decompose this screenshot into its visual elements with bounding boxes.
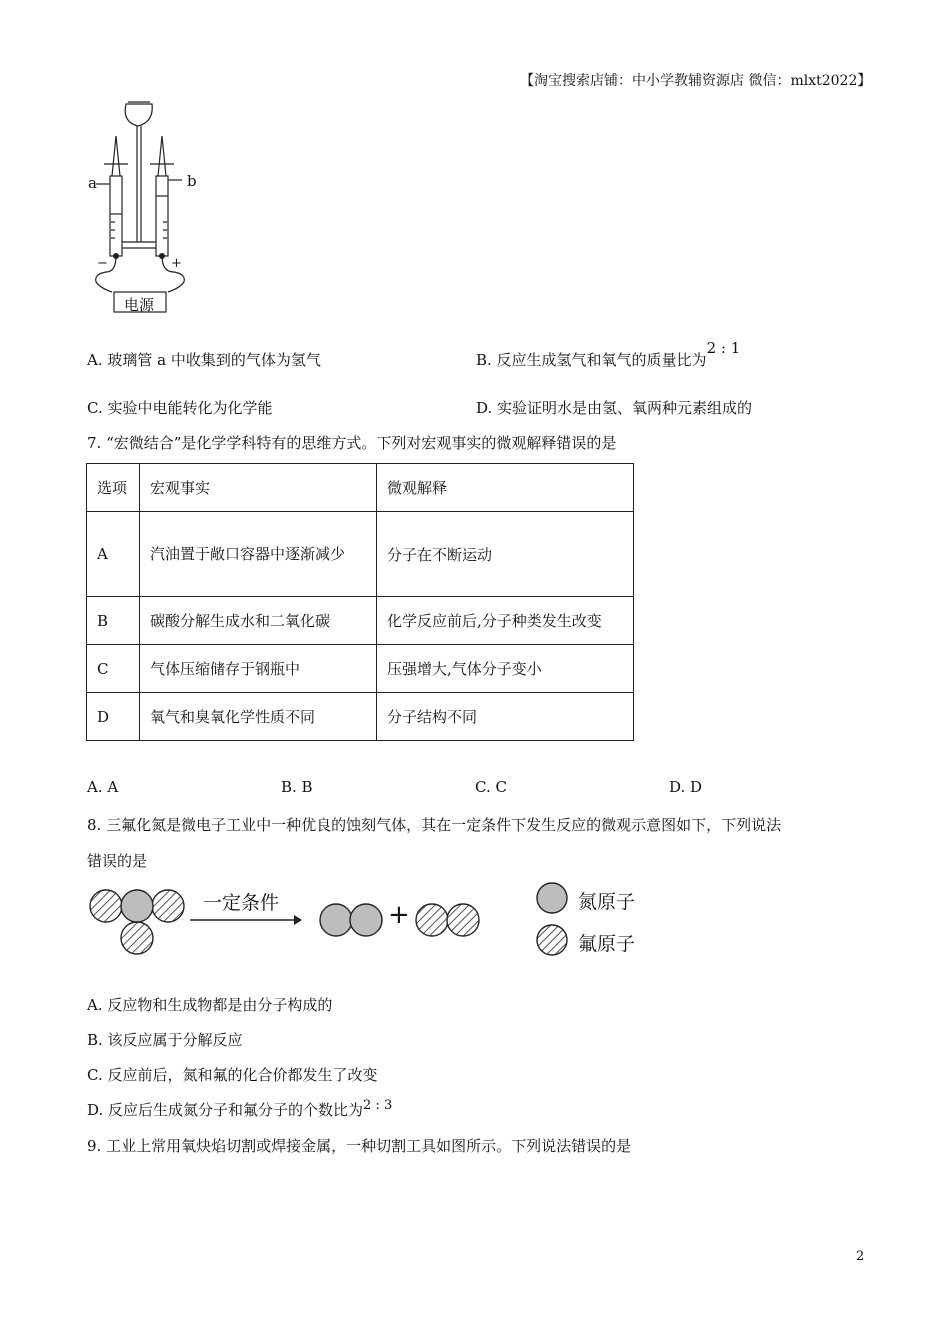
table-cell: 分子在不断运动 <box>377 512 634 597</box>
page-number: 2 <box>856 1249 865 1264</box>
table-header-row <box>87 464 634 512</box>
power-source-label: 电源 <box>124 296 155 314</box>
fluorine-atom <box>447 904 479 936</box>
legend-nitrogen-label: 氮原子 <box>578 891 636 913</box>
q7-option-a: A. A <box>87 778 119 796</box>
plus-sign: + <box>171 256 182 271</box>
fluorine-atom <box>90 890 122 922</box>
legend-fluorine-label: 氟原子 <box>578 933 636 955</box>
header-cell: 微观解释 <box>377 464 634 512</box>
table-cell: 化学反应前后,分子种类发生改变 <box>377 597 634 645</box>
q8-stem-line1: 8. 三氟化氮是微电子工业中一种优良的蚀刻气体，其在一定条件下发生反应的微观示意图如下，下列说法 <box>87 816 782 834</box>
q8-option-a: A. 反应物和生成物都是由分子构成的 <box>87 996 333 1014</box>
fluorine-atom <box>121 922 153 954</box>
q7-option-b: B. B <box>281 778 313 796</box>
table-cell: D <box>87 693 140 741</box>
table-cell: 压强增大,气体分子变小 <box>377 645 634 693</box>
q6-option-c: C. 实验中电能转化为化学能 <box>87 399 273 417</box>
q6-ratio: 2 : 1 <box>706 339 741 357</box>
q8-option-c: C. 反应前后，氮和氟的化合价都发生了改变 <box>87 1066 378 1084</box>
table-cell: 汽油置于敞口容器中逐渐减少 <box>140 512 377 597</box>
q6-option-d: D. 实验证明水是由氢、氧两种元素组成的 <box>476 399 753 417</box>
table-cell: 气体压缩储存于钢瓶中 <box>140 645 377 693</box>
table-row <box>87 645 634 693</box>
q8-option-b: B. 该反应属于分解反应 <box>87 1031 243 1049</box>
fluorine-atom <box>416 904 448 936</box>
q6-option-a: A. 玻璃管 a 中收集到的气体为氢气 <box>87 351 321 369</box>
plus-operator: + <box>388 900 410 930</box>
legend-nitrogen-atom <box>537 883 567 913</box>
q9-stem: 9. 工业上常用氧炔焰切割或焊接金属，一种切割工具如图所示。下列说法错误的是 <box>87 1137 632 1155</box>
q7-stem: 7. “宏微结合”是化学学科特有的思维方式。下列对宏观事实的微观解释错误的是 <box>87 434 617 452</box>
table-cell: 分子结构不同 <box>377 693 634 741</box>
table-cell: B <box>87 597 140 645</box>
electrolysis-apparatus-figure <box>82 96 212 326</box>
table-cell: A <box>87 512 140 597</box>
table-cell: C <box>87 645 140 693</box>
tube-label-b: b <box>187 172 197 190</box>
q6-option-b: B. 反应生成氢气和氧气的质量比为2 : 1 <box>476 339 741 369</box>
tube-label-a: a <box>88 174 97 192</box>
q8-ratio: 2 : 3 <box>363 1098 393 1113</box>
q7-option-d: D. D <box>669 778 703 796</box>
nitrogen-atom <box>121 890 153 922</box>
page-header: 【淘宝搜索店铺：中小学教辅资源店 微信：mlxt2022】 <box>520 73 872 89</box>
q7-option-c: C. C <box>475 778 507 796</box>
table-row <box>87 693 634 741</box>
table-row <box>87 597 634 645</box>
q8-stem-line2: 错误的是 <box>87 852 148 870</box>
reaction-diagram <box>86 880 646 960</box>
minus-sign: − <box>97 256 108 271</box>
header-cell: 宏观事实 <box>140 464 377 512</box>
table-cell: 碳酸分解生成水和二氧化碳 <box>140 597 377 645</box>
fluorine-atom <box>152 890 184 922</box>
nitrogen-atom <box>350 904 382 936</box>
table-cell: 氧气和臭氧化学性质不同 <box>140 693 377 741</box>
nitrogen-atom <box>320 904 352 936</box>
q8-option-d: D. 反应后生成氮分子和氟分子的个数比为2 : 3 <box>87 1098 393 1119</box>
table-row <box>87 512 634 597</box>
arrow-condition-label: 一定条件 <box>203 892 280 914</box>
legend-fluorine-atom <box>537 925 567 955</box>
header-cell: 选项 <box>87 464 140 512</box>
q7-table <box>86 463 634 741</box>
